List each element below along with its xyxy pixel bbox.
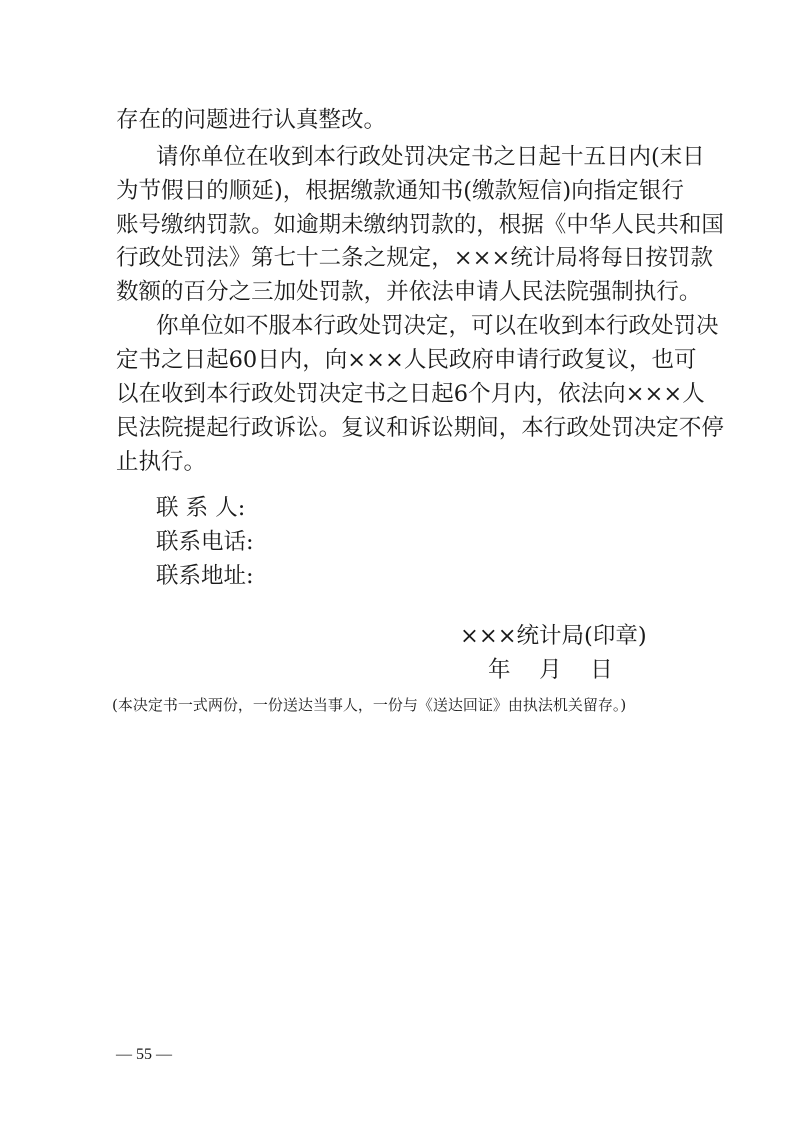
paragraph-line: 行 政 处 罚 法 》 第 七 十 二 条 之 规 定 ， × × × 统 计 局 将 每 日 按 罚 款 [116, 245, 713, 271]
footnote: (本决定书一式两份，一份送达当事人，一份与《送达回证》由执法机关留存。) [112, 696, 627, 714]
paragraph-line: 存在的问题进行认真整改。 [116, 107, 387, 133]
paragraph-line: 你单位如不服本行政处罚决定，可以在收到本行政处罚决 [156, 313, 719, 339]
paragraph-line: 请你单位在收到本行政处罚决定书之日起十五日内(末日 [156, 144, 705, 170]
issue-date-line: 年 月 日 [488, 657, 613, 683]
contact-person-label: 联 系 人: [156, 495, 246, 521]
paragraph-line: 账 号 缴 纳 罚 款 。 如 逾 期 未 缴 纳 罚 款 的 ， 根 据 《 中 华 人 民 共 和 国 [116, 212, 724, 238]
paragraph-line: 数 额 的 百 分 之 三 加 处 罚 款 ， 并 依 法 申 请 人 民 法 院 强 制 执 行 。 [116, 279, 702, 305]
paragraph-line: 民 法 院 提 起 行 政 诉 讼 。 复 议 和 诉 讼 期 间 ， 本 行 政 处 罚 决 定 不 停 [116, 415, 724, 441]
contact-address-label: 联系地址: [156, 563, 254, 589]
paragraph-line: 以 在 收 到 本 行 政 处 罚 决 定 书 之 日 起 6 个 月 内 ， 依 法 向 × × × 人 [116, 381, 705, 407]
contact-phone-label: 联系电话: [156, 529, 254, 555]
paragraph-line: 为 节 假 日 的 顺 延 ) ， 根 据 缴 款 通 知 书 ( 缴 款 短 信 ) 向 指 定 银 行 [116, 178, 684, 204]
paragraph-line: 定 书 之 日 起 60 日 内 ， 向 × × × 人 民 政 府 申 请 行 政 复 议 ， 也 可 [116, 347, 697, 373]
issuing-authority-seal: ×××统计局(印章) [460, 623, 647, 649]
paragraph-line: 止执行。 [116, 449, 207, 475]
page-number: — 55 — [116, 1046, 172, 1063]
